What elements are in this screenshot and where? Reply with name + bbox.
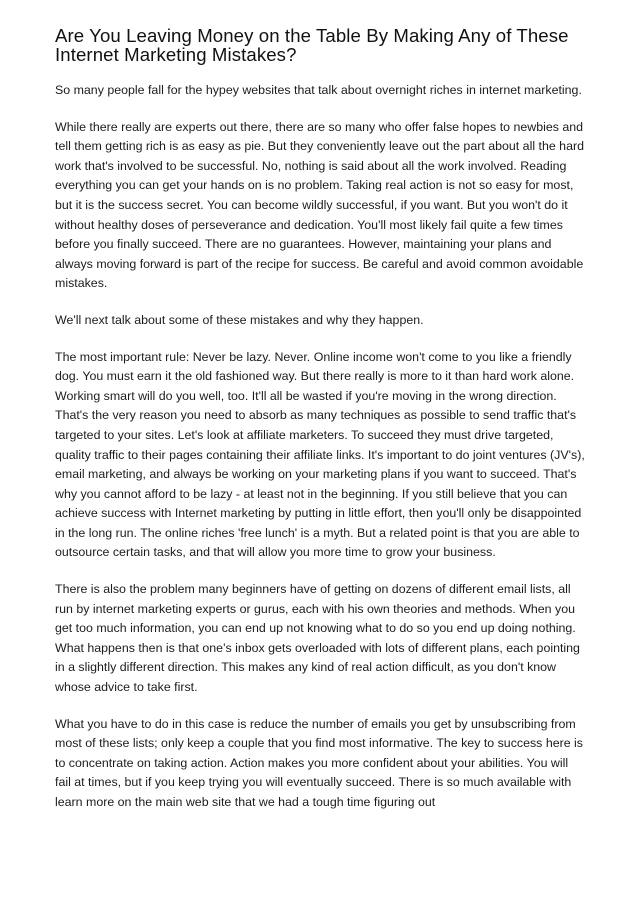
paragraph-email-lists: There is also the problem many beginners have of getting on dozens of different email lists, all run by internet marketing experts or gurus, each with his own theories and methods. When you get too much information, you can end up not knowing what to do so you end up doing nothing. What happens then is that one's inbox gets overloaded with lots of different plans, each pointing in a slightly different direction. This makes any kind of real action difficult, as you don't know whose advice to take first.: [55, 582, 580, 695]
paragraph-intro: So many people fall for the hypey websites that talk about overnight riches in internet marketing.: [55, 83, 582, 97]
paragraph-experts: While there really are experts out there, there are so many who offer false hopes to newbies and tell them getting rich is as easy as pie. But they conveniently leave out the part about all the hard work that's involved to be successful. No, nothing is said about all the work involved. Reading everything you can get your hands on is no problem. Taking real action is not so easy for most, but it is the success secret. You can become wildly successful, if you want. But you won't do it without healthy doses of perseverance and dedication. You'll most likely fail quite a few times before you finally succeed. There are no guarantees. However, maintaining your plans and always moving forward is part of the recipe for success. Be careful and avoid common avoidable mistakes.: [55, 119, 584, 291]
paragraph-reduce-emails: What you have to do in this case is reduce the number of emails you get by unsubscribing from most of these lists; only keep a couple that you find most informative. The key to success here is to concentrate on taking action. Action makes you more confident about your abilities. You will fail at times, but if you keep trying you will eventually succeed. There is so much available with learn more on the main web site that we had a tough time figuring out: [55, 716, 584, 809]
document-title: Are You Leaving Money on the Table By Making Any of These Internet Marketing Mistakes?: [55, 25, 569, 65]
document-page: [55, 26, 585, 830]
paragraph-never-be-lazy: The most important rule: Never be lazy. Never. Online income won't come to you like a friendly dog. You must earn it the old fashioned way. But there really is more to it than hard work alone. Working smart will do you well, too. It'll all be wasted if you're moving in the wrong direction. That's the very reason you need to absorb as many techniques as possible to send traffic that's targeted to your sites. Let's look at affiliate marketers. To succeed they must drive targeted, quality traffic to their pages containing their affiliate links. It's important to do joint ventures (JV's), email marketing, and always be working on your marketing plans if you want to succeed. That's why you cannot afford to be lazy - at least not in the beginning. If you still believe that you can achieve success with Internet marketing by putting in little effort, then you'll only be disappointed in the long run. The online riches 'free lunch' is a myth. But a related point is that you are able to outsource certain tasks, and that will allow you more time to grow your business.: [55, 349, 585, 560]
paragraph-mistakes-intro: We'll next talk about some of these mistakes and why they happen.: [55, 312, 424, 327]
